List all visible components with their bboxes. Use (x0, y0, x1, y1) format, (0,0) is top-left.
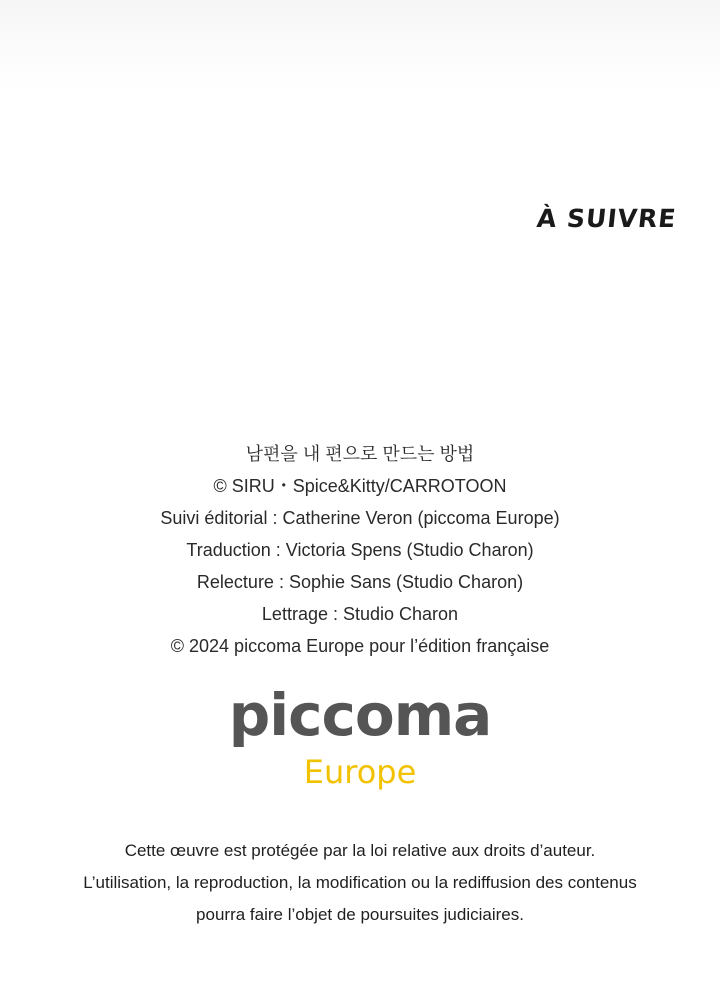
translation-credit: Traduction : Victoria Spens (Studio Charon) (186, 540, 534, 560)
credits-block (0, 438, 720, 662)
logo-wordmark: piccoma (228, 681, 492, 749)
original-title: 남편을 내 편으로 만드는 방법 (245, 444, 475, 464)
editorial-credit: Suivi éditorial : Catherine Veron (piccoma Europe) (160, 508, 560, 528)
legal-line-2: L’utilisation, la reproduction, la modification ou la rediffusion des contenus (83, 873, 637, 892)
legal-line-1: Cette œuvre est protégée par la loi relative aux droits d’auteur. (124, 841, 596, 860)
lettering-credit: Lettrage : Studio Charon (261, 604, 459, 624)
legal-line-3: pourra faire l’objet de poursuites judiciaires. (196, 905, 524, 924)
logo-subtitle: Europe (303, 753, 417, 791)
legal-notice (0, 835, 720, 931)
copyright-french-edition: © 2024 piccoma Europe pour l’édition française (170, 636, 550, 656)
copyright-original: © SIRU・Spice&Kitty/CARROTOON (213, 476, 507, 496)
top-background (0, 0, 720, 90)
to-be-continued-label: À SUIVRE (535, 204, 678, 233)
proofreading-credit: Relecture : Sophie Sans (Studio Charon) (196, 572, 524, 592)
piccoma-europe-logo (0, 680, 720, 792)
